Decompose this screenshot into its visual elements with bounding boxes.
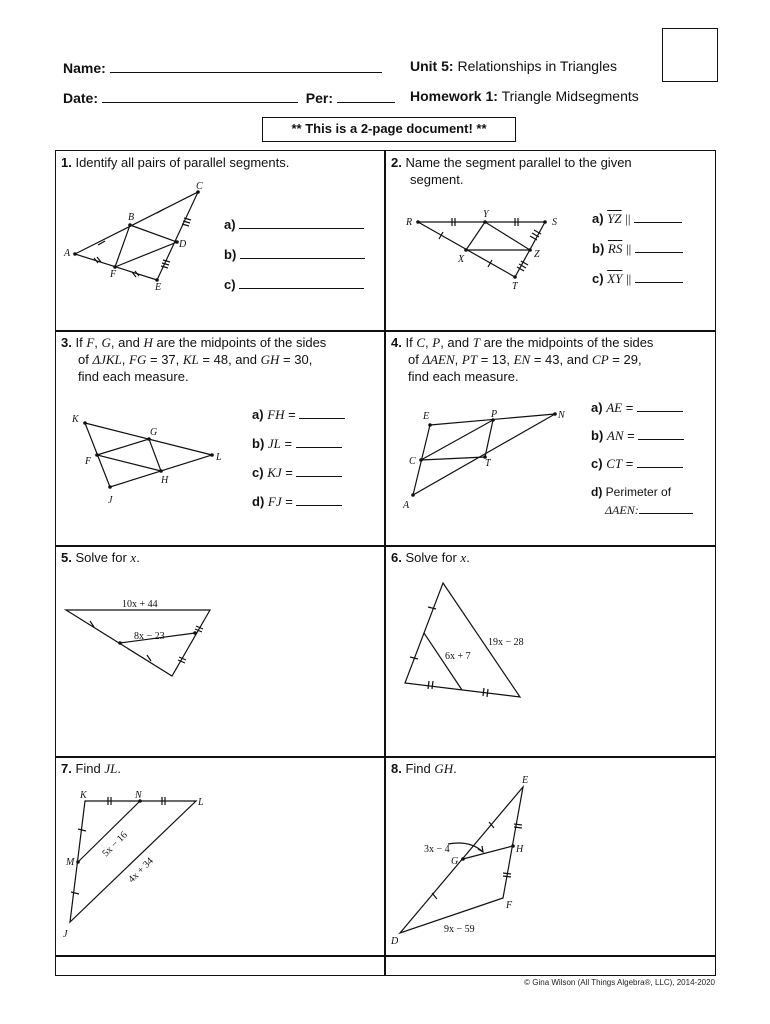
date-row	[63, 88, 395, 106]
q3-diagram	[62, 405, 237, 515]
q1-answer-b: b)	[224, 246, 365, 262]
date-label: Date:	[63, 90, 99, 106]
grid-divider-row3	[55, 756, 716, 758]
q4-answer-c: c) CT =	[591, 455, 683, 472]
q3-answer-a: a) FH =	[252, 406, 345, 423]
q3-answer-c: c) KJ =	[252, 464, 342, 481]
name-label: Name:	[63, 60, 106, 76]
q3-blank-b[interactable]	[296, 435, 342, 448]
q7-prompt: 7. Find JL.	[61, 761, 122, 776]
q8-point-d: D	[391, 936, 399, 947]
q1-point-b: B	[128, 212, 135, 223]
q2-answer-b: b) $\overline{RS}$ ||	[592, 240, 683, 257]
q6-expr-side: 19x − 28	[488, 637, 524, 648]
q8-expr-df: 9x − 59	[444, 924, 475, 935]
q4-blank-d[interactable]	[639, 501, 693, 514]
q5-diagram	[60, 590, 225, 685]
q3-answer-b: b) JL =	[252, 435, 342, 452]
homework-heading	[410, 88, 639, 104]
name-blank[interactable]	[110, 58, 382, 73]
q4-point-p: P	[491, 409, 498, 420]
q7-point-l: L	[198, 797, 204, 808]
q3-answer-d: d) FJ =	[252, 493, 342, 510]
q5-prompt: 5. Solve for x.	[61, 550, 140, 565]
q7-expr-jl: 4x + 34	[126, 855, 156, 886]
q6-expr-mid: 6x + 7	[445, 651, 471, 662]
q1-point-e: E	[155, 282, 162, 293]
q7-point-n: N	[135, 790, 142, 801]
q3-point-l: L	[216, 452, 222, 463]
q1-blank-c[interactable]	[239, 276, 364, 289]
grid-divider-vertical	[384, 150, 386, 976]
q2-point-x: X	[458, 254, 465, 265]
q1-point-c: C	[196, 181, 203, 192]
q3-point-g: G	[150, 427, 158, 438]
per-blank[interactable]	[337, 88, 395, 103]
q3-point-h: H	[161, 475, 169, 486]
q1-blank-b[interactable]	[240, 246, 365, 259]
q6-diagram	[398, 575, 563, 700]
unit-label: Unit 5:	[410, 58, 454, 74]
q3-blank-a[interactable]	[299, 406, 345, 419]
homework-label: Homework 1:	[410, 88, 498, 104]
q3-prompt: 3. If F, G, and H are the midpoints of the sides of ΔJKL, FG = 37, KL = 48, and GH = 30, find each measure.	[61, 335, 327, 384]
copyright-footer: © Gina Wilson (All Things Algebra®, LLC), 2014-2020	[524, 978, 715, 987]
q2-point-z: Z	[534, 249, 540, 260]
q2-blank-b[interactable]	[635, 240, 683, 253]
q2-point-s: S	[552, 217, 557, 228]
q2-point-r: R	[406, 217, 413, 228]
q7-point-k: K	[80, 790, 87, 801]
q4-answer-d: d) Perimeter of ΔAEN:	[591, 484, 693, 519]
unit-title: Relationships in Triangles	[457, 58, 617, 74]
q7-point-m: M	[66, 857, 75, 868]
homework-title: Triangle Midsegments	[501, 88, 639, 104]
q7-point-j: J	[63, 929, 68, 940]
name-row	[63, 58, 382, 76]
q8-point-g: G	[451, 856, 459, 867]
unit-heading	[410, 58, 617, 74]
q6-prompt: 6. Solve for x.	[391, 550, 470, 565]
q4-blank-c[interactable]	[637, 455, 683, 468]
q5-expr-top: 10x + 44	[122, 599, 158, 610]
q1-point-a: A	[64, 248, 71, 259]
q8-diagram	[388, 770, 548, 950]
q3-blank-d[interactable]	[296, 493, 342, 506]
grid-divider-bottom	[55, 955, 716, 957]
q2-prompt: 2. Name the segment parallel to the given segment.	[391, 155, 632, 187]
q1-point-d: D	[179, 239, 187, 250]
score-box	[662, 28, 718, 82]
q1-prompt: 1. Identify all pairs of parallel segments.	[61, 155, 290, 170]
q5-expr-mid: 8x − 23	[134, 631, 165, 642]
q3-point-j: J	[108, 495, 113, 506]
q4-blank-a[interactable]	[637, 399, 683, 412]
grid-divider-row2	[55, 545, 716, 547]
q4-diagram	[395, 400, 575, 515]
q1-answer-a: a)	[224, 216, 364, 232]
q7-diagram	[60, 785, 220, 945]
q3-point-k: K	[72, 414, 79, 425]
two-page-notice: ** This is a 2-page document! **	[262, 117, 516, 142]
q2-blank-a[interactable]	[634, 210, 682, 223]
q4-point-n: N	[558, 410, 565, 421]
grid-divider-row1	[55, 330, 716, 332]
q1-answer-c: c)	[224, 276, 364, 292]
q8-prompt: 8. Find GH.	[391, 761, 457, 776]
q8-point-f: F	[506, 900, 513, 911]
q1-diagram	[60, 180, 220, 295]
q4-blank-b[interactable]	[638, 427, 684, 440]
q2-point-y: Y	[483, 209, 489, 220]
q4-prompt: 4. If C, P, and T are the midpoints of the sides of ΔAEN, PT = 13, EN = 43, and CP = 29, find each measure.	[391, 335, 654, 384]
q1-blank-a[interactable]	[239, 216, 364, 229]
q4-answer-b: b) AN =	[591, 427, 684, 444]
q2-answer-c: c) $\overline{XY}$ ||	[592, 270, 683, 287]
q4-point-a: A	[403, 500, 410, 511]
q2-point-t: T	[512, 281, 518, 292]
q1-point-f: F	[110, 269, 117, 280]
q7-expr-mn: 5x − 16	[100, 829, 130, 860]
date-blank[interactable]	[102, 88, 298, 103]
q3-blank-c[interactable]	[296, 464, 342, 477]
q3-point-f: F	[85, 456, 92, 467]
q2-blank-c[interactable]	[635, 270, 683, 283]
q4-answer-a: a) AE =	[591, 399, 683, 416]
q4-point-t: T	[485, 458, 491, 469]
q2-answer-a: a) $\overline{YZ}$ ||	[592, 210, 682, 227]
q4-point-e: E	[423, 411, 430, 422]
q4-point-c: C	[409, 456, 416, 467]
q8-point-e: E	[522, 775, 529, 786]
q2-diagram	[400, 205, 570, 295]
q8-point-h: H	[516, 844, 524, 855]
per-label: Per:	[305, 90, 334, 106]
q8-expr-gh: 3x − 4	[424, 844, 450, 855]
